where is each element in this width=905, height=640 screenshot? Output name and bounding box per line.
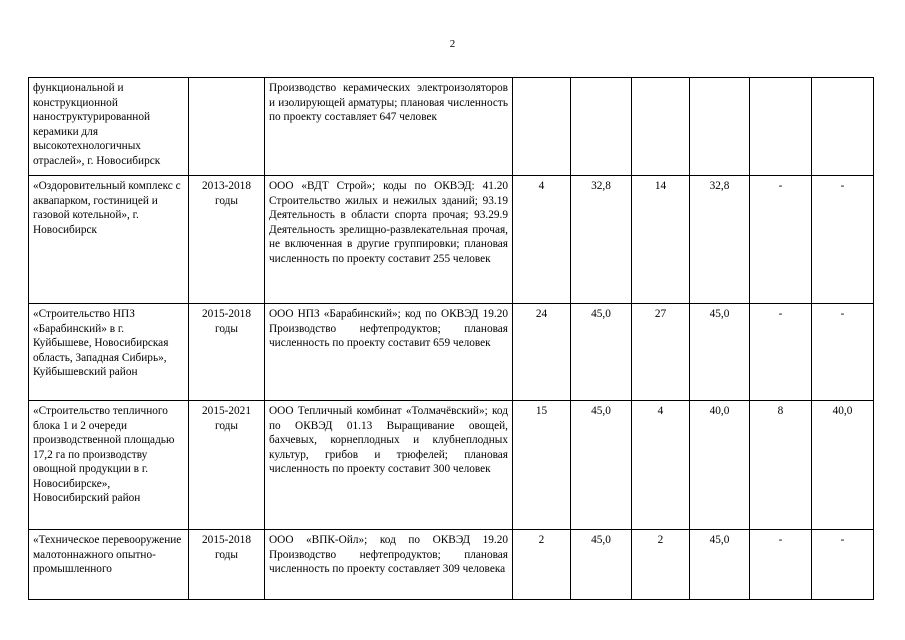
table-row (29, 530, 874, 600)
value-cell: 45,0 (690, 304, 750, 401)
project-name-cell: «Строительство тепличного блока 1 и 2 очереди производственной площадью 17,2 га по производству овощной продукции в г. Новосибирске», Новосибирский район (29, 401, 189, 530)
years-cell: 2015-2021 годы (189, 401, 265, 530)
value-cell: 27 (632, 304, 690, 401)
table-row (29, 176, 874, 304)
value-cell (632, 78, 690, 176)
value-cell: 2 (513, 530, 571, 600)
table-row (29, 78, 874, 176)
project-name-cell: «Строительство НПЗ «Барабинский» в г. Куйбышеве, Новосибирская область, Западная Сибирь», Куйбышевский район (29, 304, 189, 401)
project-name-cell: функциональной и конструкционной наноструктурированной керамики для высокотехнологичных отраслей», г. Новосибирск (29, 78, 189, 176)
value-cell: - (812, 304, 874, 401)
value-cell: - (750, 530, 812, 600)
value-cell: 4 (513, 176, 571, 304)
value-cell: 4 (632, 401, 690, 530)
value-cell: - (750, 304, 812, 401)
value-cell: - (750, 176, 812, 304)
value-cell: 45,0 (690, 530, 750, 600)
value-cell (750, 78, 812, 176)
description-cell: ООО «ВДТ Строй»; коды по ОКВЭД: 41.20 Строительство жилых и нежилых зданий; 93.19 Деятельность в области спорта прочая; 93.29.9 Деятельность зрелищно-развлекательная прочая, не включенная в другие группировки; плановая численность по проекту составит 255 человек (265, 176, 513, 304)
value-cell (513, 78, 571, 176)
value-cell: 14 (632, 176, 690, 304)
value-cell: 45,0 (571, 401, 632, 530)
years-cell: 2015-2018 годы (189, 304, 265, 401)
value-cell: 45,0 (571, 530, 632, 600)
value-cell: 40,0 (812, 401, 874, 530)
value-cell: 15 (513, 401, 571, 530)
investment-projects-table (28, 77, 874, 600)
value-cell: 32,8 (571, 176, 632, 304)
value-cell: - (812, 530, 874, 600)
years-cell: 2015-2018 годы (189, 530, 265, 600)
value-cell: 45,0 (571, 304, 632, 401)
project-name-cell: «Оздоровительный комплекс с аквапарком, гостиницей и газовой котельной», г. Новосибирск (29, 176, 189, 304)
table-row (29, 401, 874, 530)
value-cell: - (812, 176, 874, 304)
years-cell (189, 78, 265, 176)
description-cell: ООО Тепличный комбинат «Толмачёвский»; код по ОКВЭД 01.13 Выращивание овощей, бахчевых, корнеплодных и клубнеплодных культур, грибов и трюфелей; плановая численность по проекту составит 300 человек (265, 401, 513, 530)
description-cell: ООО «ВПК-Ойл»; код по ОКВЭД 19.20 Производство нефтепродуктов; плановая численность по проекту составляет 309 человека (265, 530, 513, 600)
value-cell: 8 (750, 401, 812, 530)
value-cell: 2 (632, 530, 690, 600)
value-cell: 40,0 (690, 401, 750, 530)
value-cell: 24 (513, 304, 571, 401)
description-cell: ООО НПЗ «Барабинский»; код по ОКВЭД 19.20 Производство нефтепродуктов; плановая численность по проекту составит 659 человек (265, 304, 513, 401)
page-number: 2 (449, 38, 456, 50)
project-name-cell: «Техническое перевооружение малотоннажного опытно-промышленного (29, 530, 189, 600)
table-row (29, 304, 874, 401)
value-cell (690, 78, 750, 176)
years-cell: 2013-2018 годы (189, 176, 265, 304)
description-cell: Производство керамических электроизоляторов и изолирующей арматуры; плановая численность по проекту составляет 647 человек (265, 78, 513, 176)
value-cell (571, 78, 632, 176)
value-cell (812, 78, 874, 176)
value-cell: 32,8 (690, 176, 750, 304)
